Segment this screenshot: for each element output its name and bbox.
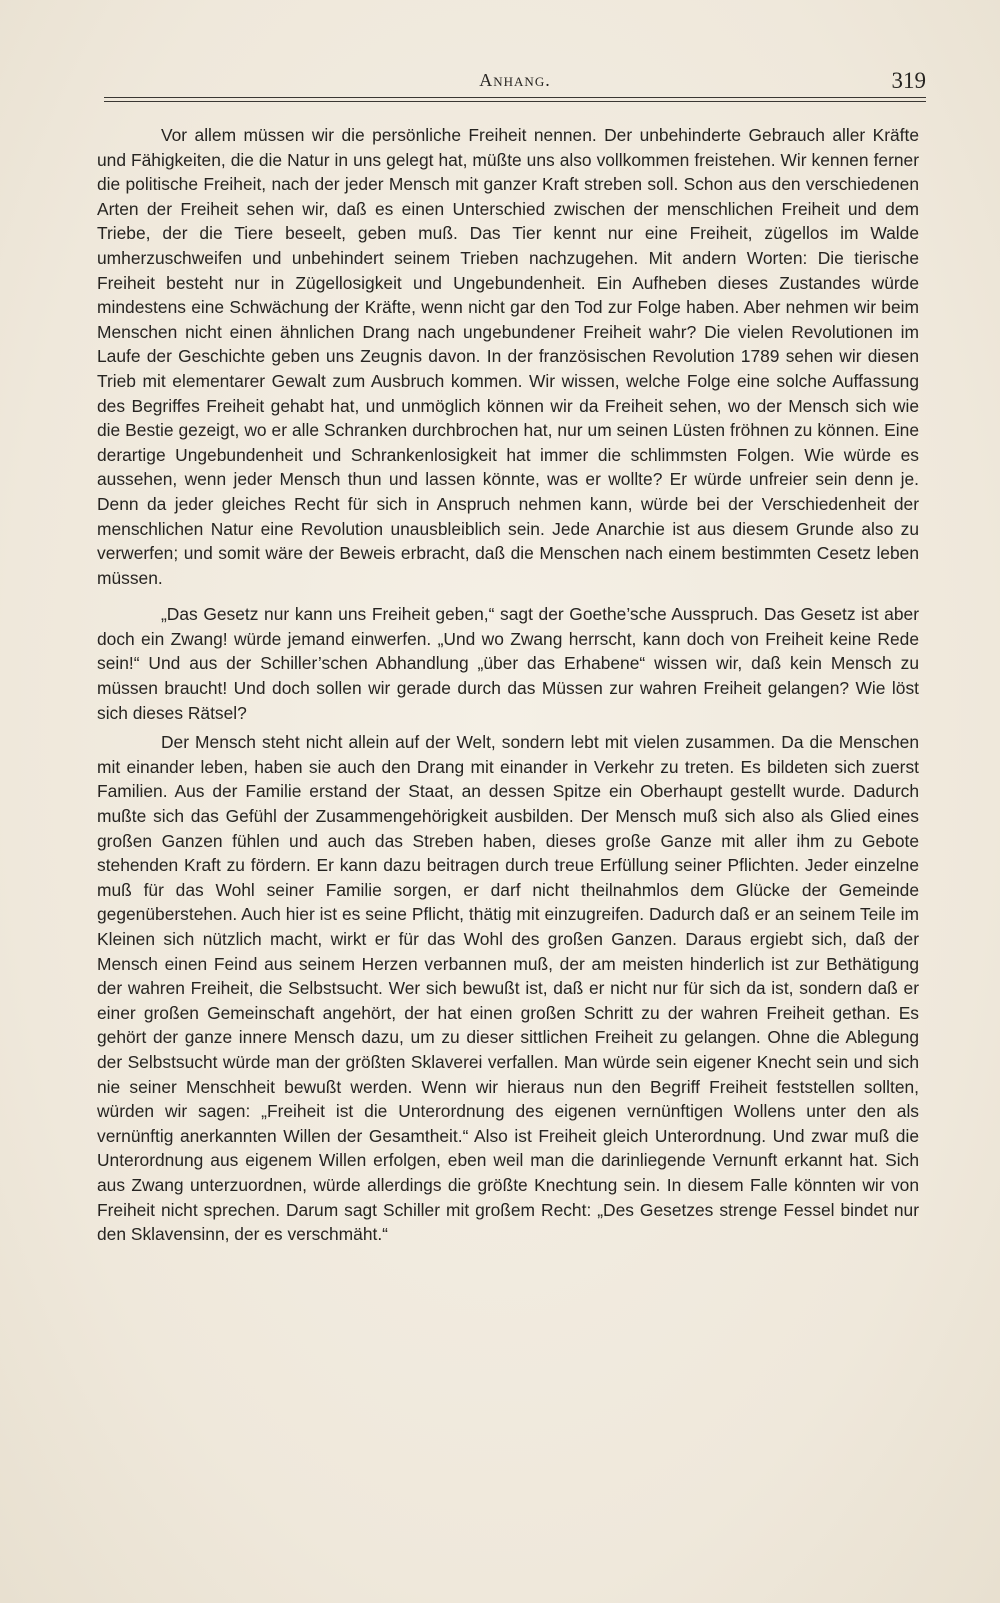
- header-rule-lower: [104, 101, 926, 102]
- body-text: [97, 123, 919, 1247]
- page-number: 319: [891, 68, 926, 93]
- paragraph-1: Vor allem müssen wir die persönliche Freiheit nennen. Der unbehinderte Gebrauch aller Kräfte und Fähigkeiten, die die Natur in uns gelegt hat, müßte uns also vollkommen freistehen. Wir kennen ferner die politische Freiheit, nach der jeder Mensch mit ganzer Kraft streben soll. Schon aus den verschiedenen Arten der Freiheit sehen wir, daß es einen Unterschied zwischen der menschlichen Freiheit und dem Triebe, der die Tiere beseelt, geben muß. Das Tier kennt nur eine Freiheit, zügellos im Walde umherzuschweifen und unbehindert seinem Trieben nachzugehen. Mit andern Worten: Die tierische Freiheit besteht nur in Zügellosigkeit und Ungebundenheit. Ein Aufheben dieses Zustandes würde mindestens eine Schwächung der Kräfte, wenn nicht gar den Tod zur Folge haben. Aber nehmen wir beim Menschen nicht einen ähnlichen Drang nach ungebundener Freiheit wahr? Die vielen Revolutionen im Laufe der Geschichte geben uns Zeugnis davon. In der französischen Revolution 1789 sehen wir diesen Trieb mit elementarer Gewalt zum Ausbruch kommen. Wir wissen, welche Folge eine solche Auffassung des Begriffes Freiheit gehabt hat, und unmöglich können wir da Freiheit sehen, wo der Mensch sich wie die Bestie gezeigt, wo er alle Schranken durchbrochen hat, nur um seinen Lüsten fröhnen zu können. Eine derartige Ungebundenheit und Schrankenlosigkeit hat immer die schlimmsten Folgen. Wie würde es aussehen, wenn jeder Mensch thun und lassen könnte, was er wollte? Er würde unfreier sein denn je. Denn da jeder gleiches Recht für sich in Anspruch nehmen kann, würde bei der Verschiedenheit der menschlichen Natur eine Revolution unausbleiblich sein. Jede Anarchie ist aus diesem Grunde also zu verwerfen; und somit wäre der Beweis erbracht, daß die Menschen nach einem bestimmten Cesetz leben müssen.: [97, 125, 919, 588]
- page-header: [104, 66, 926, 102]
- paragraph-2: „Das Gesetz nur kann uns Freiheit geben,“ sagt der Goethe’sche Ausspruch. Das Gesetz ist aber doch ein Zwang! würde jemand einwerfen. „Und wo Zwang herrscht, kann doch von Freiheit keine Rede sein!“ Und aus der Schiller’schen Abhandlung „über das Erhabene“ wissen wir, daß kein Mensch zu müssen braucht! Und doch sollen wir gerade durch das Müssen zur wahren Freiheit gelangen? Wie löst sich dieses Rätsel?: [97, 604, 919, 723]
- running-head: Anhang.: [479, 70, 551, 90]
- header-rule-upper: [104, 97, 926, 98]
- paragraph-3: Der Mensch steht nicht allein auf der Welt, sondern lebt mit vielen zusammen. Da die Menschen mit einander leben, haben sie auch den Drang mit einander in Verkehr zu treten. Es bildeten sich zuerst Familien. Aus der Familie erstand der Staat, an dessen Spitze ein Oberhaupt gestellt wurde. Dadurch mußte sich das Gefühl der Zusammengehörigkeit ausbilden. Der Mensch muß sich also als Glied eines großen Ganzen fühlen und auch das Streben haben, dieses große Ganze mit aller ihm zu Gebote stehenden Kraft zu fördern. Er kann dazu beitragen durch treue Erfüllung seiner Pflichten. Jeder einzelne muß für das Wohl seiner Familie sorgen, er darf nicht theilnahmlos dem Glücke der Gemeinde gegenüberstehen. Auch hier ist es seine Pflicht, thätig mit einzugreifen. Dadurch daß er an seinem Teile im Kleinen sich nützlich macht, wirkt er für das Wohl des großen Ganzen. Daraus ergiebt sich, daß der Mensch einen Feind aus seinem Herzen verbannen muß, der am meisten hinderlich ist zur Bethätigung der wahren Freiheit, die Selbstsucht. Wer sich bewußt ist, daß er nicht nur für sich da ist, sondern daß er einer großen Gemeinschaft angehört, der hat einen großen Schritt zu der wahren Freiheit gethan. Es gehört der ganze innere Mensch dazu, um zu dieser sittlichen Freiheit zu gelangen. Ohne die Ablegung der Selbstsucht würde man der größten Sklaverei verfallen. Man würde sein eigener Knecht sein und sich nie seiner Menschheit bewußt werden. Wenn wir hieraus nun den Begriff Freiheit feststellen sollten, würden wir sagen: „Freiheit ist die Unterordnung des eigenen vernünftigen Wollens unter den als vernünftig anerkannten Willen der Gesamtheit.“ Also ist Freiheit gleich Unterordnung. Und zwar muß die Unterordnung aus eigenem Willen erfolgen, eben weil man die darinliegende Vernunft erkannt hat. Sich aus Zwang unterzuordnen, würde allerdings die größte Knechtung sein. In diesem Falle könnten wir von Freiheit nicht sprechen. Darum sagt Schiller mit großem Recht: „Des Gesetzes strenge Fessel bindet nur den Sklavensinn, der es verschmäht.“: [97, 732, 919, 1245]
